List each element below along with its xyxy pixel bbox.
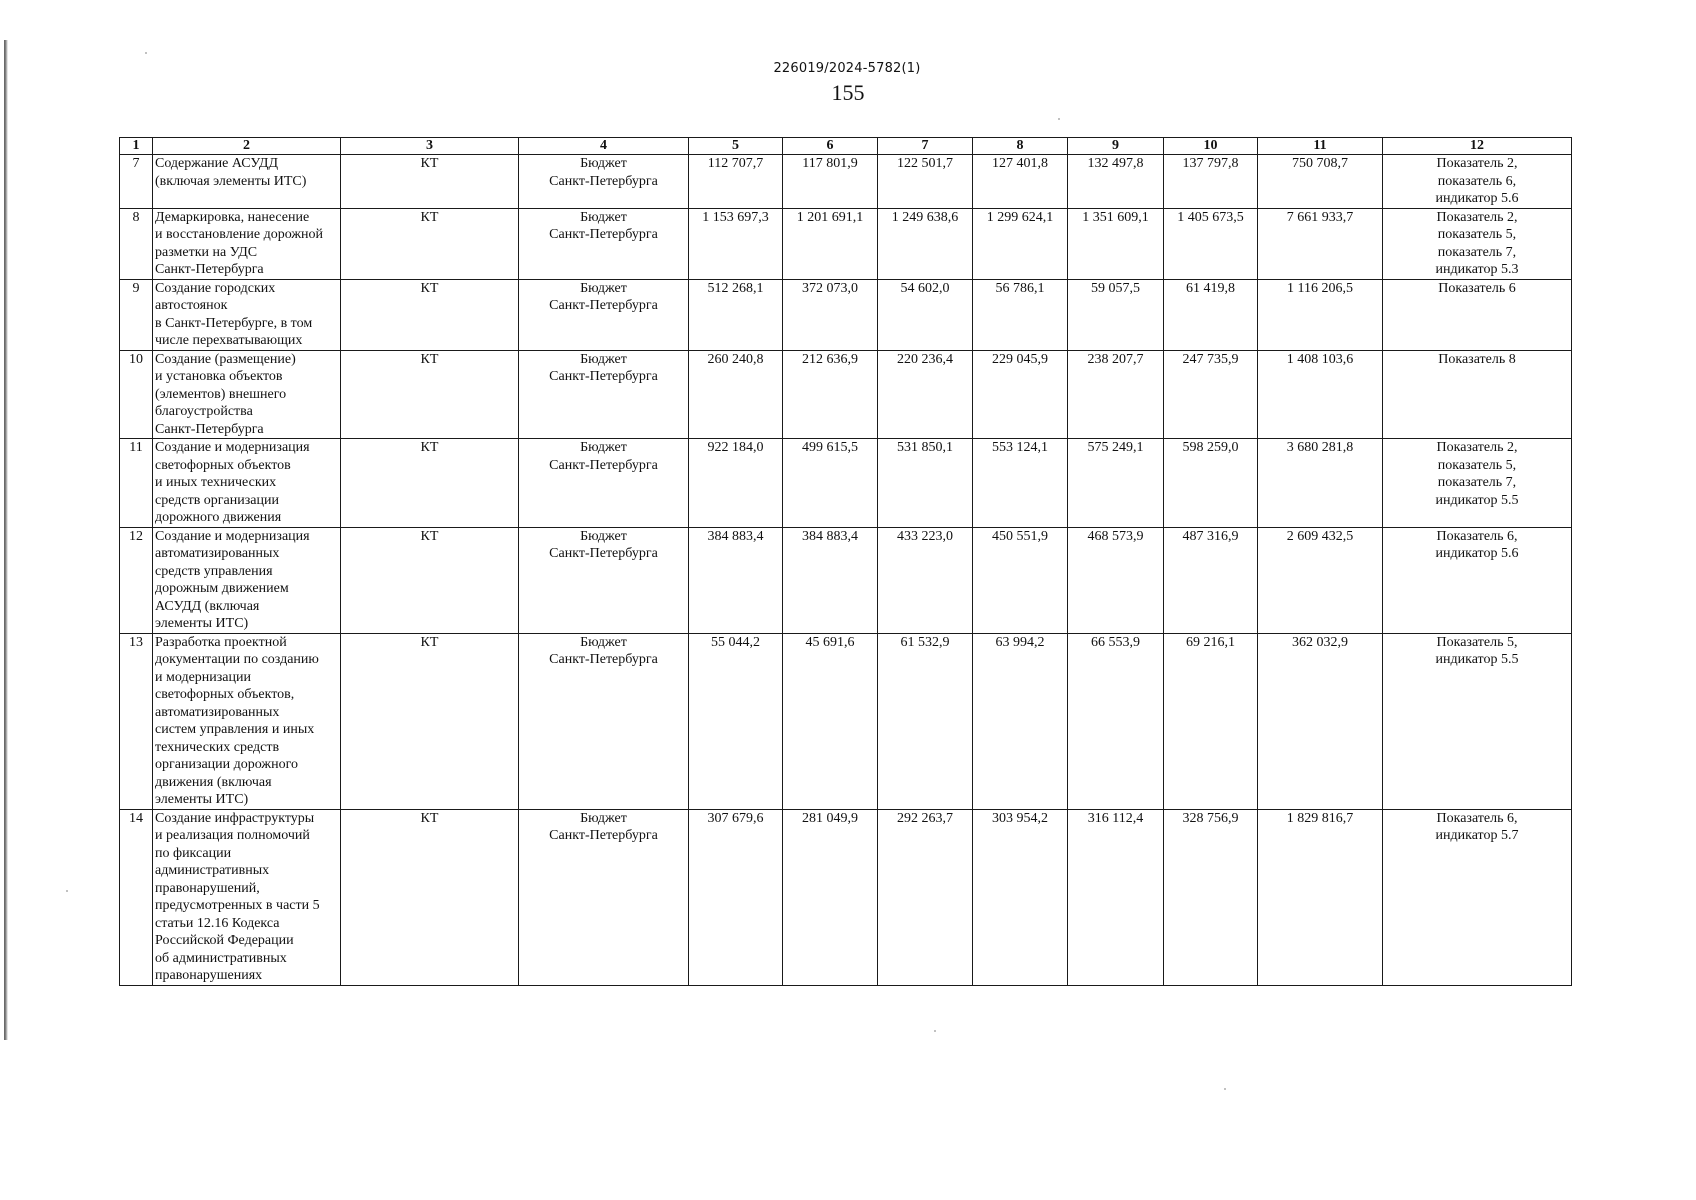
indicators: [1383, 809, 1572, 985]
activity-name-line: Демаркировка, нанесение: [155, 209, 310, 225]
year-amount: 59 057,5: [1068, 279, 1164, 350]
year-amount: 61 532,9: [878, 633, 973, 809]
year-amount: 328 756,9: [1164, 809, 1258, 985]
indicators: [1383, 350, 1572, 439]
year-amount: 137 797,8: [1164, 155, 1258, 209]
year-amount: 55 044,2: [689, 633, 783, 809]
total-amount: 1 116 206,5: [1258, 279, 1383, 350]
total-amount: 1 408 103,6: [1258, 350, 1383, 439]
indicators-line: индикатор 5.5: [1435, 652, 1519, 667]
table-row: [120, 279, 1572, 350]
activity-name-line: Российской Федерации: [155, 933, 294, 948]
activity-name-line: организации дорожного: [155, 757, 298, 772]
activity-name-line: Санкт-Петербурга: [155, 262, 264, 277]
indicators-line: Показатель 6,: [1436, 810, 1518, 826]
activity-name-line: числе перехватывающих: [155, 333, 303, 348]
funding-source-line: Санкт-Петербурга: [549, 173, 658, 189]
activity-name-line: технических средств: [155, 739, 280, 755]
row-number: 7: [120, 155, 153, 209]
year-amount: 45 691,6: [783, 633, 878, 809]
year-amount: 54 602,0: [878, 279, 973, 350]
funding-source-line: Санкт-Петербурга: [549, 227, 658, 242]
year-amount: 238 207,7: [1068, 350, 1164, 439]
funding-source-line: Бюджет: [580, 528, 627, 544]
column-number-header: 12: [1383, 138, 1572, 155]
indicators-line: Показатель 2,: [1436, 209, 1518, 225]
activity-name-line: средств организации: [155, 492, 279, 508]
funding-source: [519, 527, 689, 633]
activity-type: КТ: [341, 633, 519, 809]
year-amount: 922 184,0: [689, 439, 783, 528]
row-number: 13: [120, 633, 153, 809]
activity-name-line: дорожного движения: [155, 510, 282, 525]
row-number: 8: [120, 208, 153, 279]
year-amount: 281 049,9: [783, 809, 878, 985]
indicators: [1383, 439, 1572, 528]
scan-speck: [934, 1030, 936, 1032]
scan-speck: [1058, 118, 1060, 120]
funding-source-line: Санкт-Петербурга: [549, 369, 658, 384]
activity-name-line: статьи 12.16 Кодекса: [155, 915, 280, 931]
year-amount: 1 153 697,3: [689, 208, 783, 279]
funding-source: [519, 633, 689, 809]
activity-name: [153, 155, 341, 209]
row-number: 14: [120, 809, 153, 985]
total-amount: 2 609 432,5: [1258, 527, 1383, 633]
activity-name-line: административных: [155, 863, 270, 878]
year-amount: 303 954,2: [973, 809, 1068, 985]
program-activities-table: [119, 137, 1572, 986]
column-number-row: [120, 138, 1572, 155]
indicators: [1383, 527, 1572, 633]
activity-name-line: правонарушениях: [155, 968, 263, 983]
activity-name-line: АСУДД (включая: [155, 598, 260, 614]
activity-name: [153, 809, 341, 985]
indicators: [1383, 155, 1572, 209]
indicators-line: показатель 7,: [1437, 244, 1517, 260]
indicators-line: индикатор 5.6: [1435, 546, 1519, 561]
column-number-header: 1: [120, 138, 153, 155]
table-row: [120, 809, 1572, 985]
table-row: [120, 208, 1572, 279]
activity-name-line: (элементов) внешнего: [155, 386, 287, 402]
indicators-line: индикатор 5.7: [1435, 828, 1519, 843]
table-row: [120, 350, 1572, 439]
total-amount: 362 032,9: [1258, 633, 1383, 809]
funding-source: [519, 208, 689, 279]
activity-name-line: документации по созданию: [155, 652, 319, 667]
indicators-line: показатель 5,: [1437, 457, 1517, 473]
activity-name-line: Разработка проектной: [155, 634, 287, 650]
indicators-line: индикатор 5.5: [1435, 492, 1519, 508]
total-amount: 750 708,7: [1258, 155, 1383, 209]
activity-name: [153, 279, 341, 350]
year-amount: 61 419,8: [1164, 279, 1258, 350]
funding-source-line: Санкт-Петербурга: [549, 546, 658, 561]
year-amount: 66 553,9: [1068, 633, 1164, 809]
activity-name-line: и модернизации: [155, 669, 251, 685]
scan-speck: [1224, 1088, 1226, 1090]
year-amount: 1 351 609,1: [1068, 208, 1164, 279]
indicators-line: Показатель 5,: [1436, 634, 1518, 650]
funding-source-line: Санкт-Петербурга: [549, 828, 658, 843]
year-amount: 468 573,9: [1068, 527, 1164, 633]
year-amount: 384 883,4: [689, 527, 783, 633]
row-number: 9: [120, 279, 153, 350]
year-amount: 69 216,1: [1164, 633, 1258, 809]
year-amount: 229 045,9: [973, 350, 1068, 439]
activity-type: КТ: [341, 208, 519, 279]
year-amount: 575 249,1: [1068, 439, 1164, 528]
funding-source: [519, 155, 689, 209]
year-amount: 598 259,0: [1164, 439, 1258, 528]
column-number-header: 3: [341, 138, 519, 155]
activity-name-line: светофорных объектов,: [155, 687, 295, 702]
activity-name: [153, 208, 341, 279]
activity-name-line: об административных: [155, 950, 287, 966]
row-number: 10: [120, 350, 153, 439]
year-amount: 1 201 691,1: [783, 208, 878, 279]
activity-name-line: предусмотренных в части 5: [155, 898, 320, 913]
scan-edge-shadow: [4, 40, 8, 1040]
row-number: 12: [120, 527, 153, 633]
year-amount: 1 299 624,1: [973, 208, 1068, 279]
indicators-line: Показатель 6: [1438, 280, 1516, 296]
indicators-line: Показатель 2,: [1436, 440, 1518, 455]
year-amount: 384 883,4: [783, 527, 878, 633]
year-amount: 512 268,1: [689, 279, 783, 350]
activity-name-line: Создание инфраструктуры: [155, 810, 315, 826]
funding-source-line: Бюджет: [580, 156, 627, 171]
indicators-line: Показатель 6,: [1436, 528, 1518, 544]
activity-name-line: и установка объектов: [155, 369, 283, 384]
activity-name-line: благоустройства: [155, 404, 253, 419]
table-row: [120, 155, 1572, 209]
column-number-header: 10: [1164, 138, 1258, 155]
activity-type: КТ: [341, 439, 519, 528]
year-amount: 112 707,7: [689, 155, 783, 209]
year-amount: 56 786,1: [973, 279, 1068, 350]
column-number-header: 6: [783, 138, 878, 155]
year-amount: 372 073,0: [783, 279, 878, 350]
scan-speck: [66, 890, 68, 892]
indicators-line: индикатор 5.3: [1435, 262, 1519, 277]
year-amount: 292 263,7: [878, 809, 973, 985]
funding-source: [519, 350, 689, 439]
row-number: 11: [120, 439, 153, 528]
total-amount: 7 661 933,7: [1258, 208, 1383, 279]
year-amount: 63 994,2: [973, 633, 1068, 809]
indicators-line: показатель 5,: [1437, 227, 1517, 242]
indicators-line: показатель 6,: [1437, 173, 1517, 189]
indicators: [1383, 633, 1572, 809]
activity-type: КТ: [341, 350, 519, 439]
total-amount: 3 680 281,8: [1258, 439, 1383, 528]
table-row: [120, 527, 1572, 633]
funding-source-line: Бюджет: [580, 209, 627, 225]
activity-name-line: по фиксации: [155, 845, 232, 861]
funding-source-line: Бюджет: [580, 280, 627, 296]
funding-source-line: Санкт-Петербурга: [549, 457, 658, 473]
year-amount: 122 501,7: [878, 155, 973, 209]
column-number-header: 8: [973, 138, 1068, 155]
column-number-header: 7: [878, 138, 973, 155]
year-amount: 1 405 673,5: [1164, 208, 1258, 279]
activity-name-line: и иных технических: [155, 475, 277, 490]
year-amount: 487 316,9: [1164, 527, 1258, 633]
activity-type: КТ: [341, 527, 519, 633]
column-number-header: 5: [689, 138, 783, 155]
activity-name: [153, 439, 341, 528]
activity-name-line: Санкт-Петербурга: [155, 421, 264, 437]
activity-name-line: элементы ИТС): [155, 792, 249, 807]
funding-source: [519, 809, 689, 985]
activity-name-line: разметки на УДС: [155, 244, 258, 260]
indicators-line: показатель 7,: [1437, 475, 1517, 490]
activity-name-line: систем управления и иных: [155, 722, 315, 737]
activity-name: [153, 527, 341, 633]
activity-type: КТ: [341, 155, 519, 209]
activity-name-line: Создание и модернизация: [155, 440, 310, 455]
activity-name-line: автоматизированных: [155, 704, 280, 720]
funding-source-line: Бюджет: [580, 440, 627, 455]
column-number-header: 4: [519, 138, 689, 155]
funding-source: [519, 279, 689, 350]
activity-name-line: светофорных объектов: [155, 457, 291, 473]
year-amount: 127 401,8: [973, 155, 1068, 209]
year-amount: 307 679,6: [689, 809, 783, 985]
activity-name-line: Создание и модернизация: [155, 528, 310, 544]
activity-name-line: средств управления: [155, 563, 273, 579]
funding-source-line: Бюджет: [580, 810, 627, 826]
year-amount: 212 636,9: [783, 350, 878, 439]
year-amount: 553 124,1: [973, 439, 1068, 528]
activity-name-line: Создание (размещение): [155, 351, 296, 367]
funding-source-line: Бюджет: [580, 634, 627, 650]
activity-name-line: дорожным движением: [155, 581, 289, 596]
column-number-header: 2: [153, 138, 341, 155]
activity-name-line: автостоянок: [155, 298, 228, 313]
activity-type: КТ: [341, 809, 519, 985]
total-amount: 1 829 816,7: [1258, 809, 1383, 985]
activity-name-line: (включая элементы ИТС): [155, 173, 307, 189]
indicators: [1383, 208, 1572, 279]
indicators: [1383, 279, 1572, 350]
year-amount: 260 240,8: [689, 350, 783, 439]
year-amount: 117 801,9: [783, 155, 878, 209]
indicators-line: индикатор 5.6: [1435, 191, 1519, 206]
activity-name-line: и реализация полномочий: [155, 828, 310, 843]
year-amount: 316 112,4: [1068, 809, 1164, 985]
activity-name-line: элементы ИТС): [155, 616, 249, 631]
activity-name-line: автоматизированных: [155, 546, 280, 561]
year-amount: 132 497,8: [1068, 155, 1164, 209]
indicators-line: Показатель 8: [1438, 351, 1516, 367]
activity-name-line: правонарушений,: [155, 880, 260, 896]
activity-name-line: в Санкт-Петербурге, в том: [155, 315, 313, 331]
funding-source-line: Бюджет: [580, 351, 627, 367]
activity-type: КТ: [341, 279, 519, 350]
page-number: 155: [831, 80, 865, 105]
year-amount: 433 223,0: [878, 527, 973, 633]
funding-source-line: Санкт-Петербурга: [549, 652, 658, 667]
table-row: [120, 633, 1572, 809]
document-registration-number: 226019/2024-5782(1): [773, 61, 921, 76]
year-amount: 499 615,5: [783, 439, 878, 528]
column-number-header: 11: [1258, 138, 1383, 155]
activity-name-line: и восстановление дорожной: [155, 227, 324, 242]
year-amount: 220 236,4: [878, 350, 973, 439]
table-row: [120, 439, 1572, 528]
year-amount: 247 735,9: [1164, 350, 1258, 439]
activity-name-line: Создание городских: [155, 280, 276, 296]
year-amount: 450 551,9: [973, 527, 1068, 633]
scan-speck: [145, 52, 147, 54]
column-number-header: 9: [1068, 138, 1164, 155]
year-amount: 531 850,1: [878, 439, 973, 528]
indicators-line: Показатель 2,: [1436, 156, 1518, 171]
activity-name: [153, 350, 341, 439]
activity-name-line: движения (включая: [155, 774, 272, 790]
year-amount: 1 249 638,6: [878, 208, 973, 279]
funding-source-line: Санкт-Петербурга: [549, 298, 658, 313]
activity-name-line: Содержание АСУДД: [155, 156, 279, 171]
activity-name: [153, 633, 341, 809]
funding-source: [519, 439, 689, 528]
